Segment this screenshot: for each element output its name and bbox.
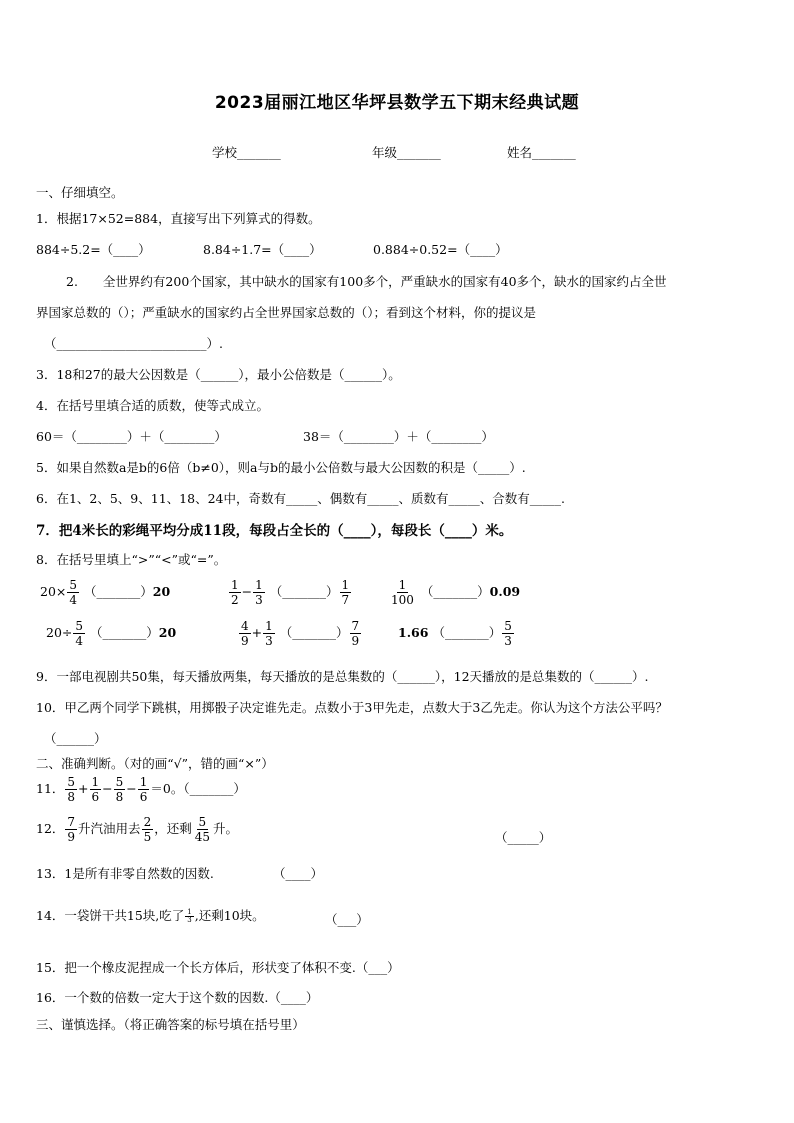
question-8: 8．在括号里填上“>”“<”或“=”。 [36, 552, 227, 567]
compare-6 [398, 619, 515, 648]
compare-2-blank[interactable]: （_______） [269, 584, 339, 599]
question-4: 4．在括号里填合适的质数，使等式成立。 [36, 398, 269, 413]
question-1-b: 8.84÷1.7=（____） [203, 242, 322, 257]
fraction: $\frac{5}{8}$ [115, 775, 124, 804]
question-1-c: 0.884÷0.52=（____） [373, 242, 508, 257]
question-2-line-2: 界国家总数的（）；严重缺水的国家约占全世界国家总数的（）；看到这个材料，你的提议是 [36, 305, 537, 320]
compare-4 [46, 619, 176, 648]
compare-4-blank[interactable]: （_______） [90, 625, 159, 640]
question-3: 3．18和27的最大公因数是（______），最小公倍数是（______）。 [36, 367, 401, 382]
section-2-heading: 二、准确判断。（对的画“√”，错的画“×”） [36, 756, 274, 771]
question-7: 7．把4米长的彩绳平均分成11段，每段占全长的（____），每段长（____）米。 [36, 523, 513, 539]
page-title: 2023届丽江地区华坪县数学五下期末经典试题 [214, 93, 580, 113]
compare-5 [238, 619, 362, 648]
question-6: 6．在1、2、5、9、11、18、24中，奇数有_____、偶数有_____、质数有_____、合数有_____. [36, 491, 565, 506]
fraction: $\frac{4}{9}$ [241, 619, 249, 648]
question-15: 15．把一个橡皮泥捏成一个长方体后，形状变了体积不变.（___） [36, 960, 400, 975]
fraction: $\frac{2}{5}$ [143, 815, 152, 844]
compare-2 [228, 578, 352, 607]
question-12-answer[interactable]: （_____） [495, 830, 552, 845]
question-11-label: 11． [36, 781, 65, 796]
fraction: $\frac{1}{6}$ [91, 775, 100, 804]
fraction: $\frac{5}{3}$ [504, 619, 512, 648]
fraction: $\frac{7}{9}$ [351, 619, 360, 648]
operator: + [78, 781, 89, 796]
question-11-tail[interactable]: ＝0。（_______） [150, 781, 246, 796]
question-12-text-2: ，还剩 [154, 821, 192, 836]
question-4-b: 38＝（________）＋（________） [303, 429, 494, 444]
fraction: $\frac{1}{3}$ [255, 578, 263, 607]
operator: − [102, 781, 113, 796]
section-1-heading: 一、仔细填空。 [36, 185, 124, 200]
compare-6-blank[interactable]: （_______） [432, 625, 502, 640]
question-9: 9．一部电视剧共50集，每天播放两集，每天播放的是总集数的（______），12天播放的是总集数的（______）. [36, 669, 649, 684]
question-10: 10．甲乙两个同学下跳棋，用掷骰子决定谁先走。点数小于3甲先走，点数大于3乙先走。你认为这个方法公平吗？ [36, 700, 668, 715]
fraction: $\frac{1}{7}$ [341, 578, 350, 607]
question-5: 5．如果自然数a是b的6倍（b≠0），则a与b的最小公倍数与最大公因数的积是（_____）. [36, 460, 526, 475]
compare-3 [388, 578, 520, 607]
question-14-post: ,还剩10块。 [194, 908, 265, 923]
compare-3-blank[interactable]: （_______） [420, 584, 490, 599]
section-3-heading: 三、谨慎选择。（将正确答案的标号填在括号里） [36, 1017, 305, 1032]
compare-6-pre: 1.66 [398, 625, 429, 640]
compare-1-pre: 20× [40, 584, 67, 599]
question-1: 1．根据17×52=884，直接写出下列算式的得数。 [36, 211, 321, 226]
school-field[interactable]: 学校_______ [212, 145, 281, 160]
question-13-answer[interactable]: （____） [273, 866, 324, 881]
fraction: $\frac{1}{3}$ [265, 619, 273, 648]
question-4-a: 60＝（________）＋（________） [36, 429, 227, 444]
fraction: $\frac{7}{9}$ [67, 815, 76, 844]
fraction: $\frac{1}{3}$ [187, 908, 192, 924]
fraction: $\frac{1}{6}$ [139, 775, 148, 804]
compare-4-post: 20 [158, 625, 177, 640]
question-11 [36, 775, 246, 804]
compare-3-post: 0.09 [489, 584, 521, 599]
question-13: 13．1是所有非零自然数的因数. [36, 866, 214, 881]
question-10-answer[interactable]: （______） [44, 731, 107, 746]
question-12 [36, 815, 238, 844]
fraction: $\frac{5}{4}$ [75, 619, 84, 648]
question-12-tail: 升。 [213, 821, 239, 836]
fraction: $\frac{5}{45}$ [194, 815, 210, 844]
question-2-line-3: （________________________）. [44, 336, 223, 351]
fraction: $\frac{5}{8}$ [67, 775, 76, 804]
operator: − [241, 584, 253, 599]
operator: + [251, 625, 263, 640]
question-12-text: 升汽油用去 [78, 821, 141, 836]
compare-1-post: 20 [152, 584, 171, 599]
fraction: $\frac{5}{4}$ [69, 578, 78, 607]
question-16: 16．一个数的倍数一定大于这个数的因数.（____） [36, 990, 319, 1005]
name-field[interactable]: 姓名_______ [507, 145, 576, 160]
question-12-label: 12． [36, 821, 65, 836]
operator: − [126, 781, 137, 796]
compare-1-blank[interactable]: （_______） [84, 584, 153, 599]
grade-field[interactable]: 年级_______ [372, 145, 441, 160]
compare-5-blank[interactable]: （_______） [279, 625, 349, 640]
fraction: $\frac{1}{2}$ [231, 578, 239, 607]
question-14 [36, 906, 265, 924]
compare-4-pre: 20÷ [46, 625, 73, 640]
compare-1 [40, 578, 170, 607]
question-14-answer[interactable]: （___） [325, 912, 369, 927]
question-1-a: 884÷5.2=（____） [36, 242, 151, 257]
fraction: $\frac{1}{100}$ [391, 578, 414, 607]
question-14-pre: 14．一袋饼干共15块,吃了 [36, 908, 185, 923]
question-2-line-1: 2. 全世界约有200个国家，其中缺水的国家有100多个，严重缺水的国家有40多个，缺水的国家约占全世 [66, 274, 667, 289]
